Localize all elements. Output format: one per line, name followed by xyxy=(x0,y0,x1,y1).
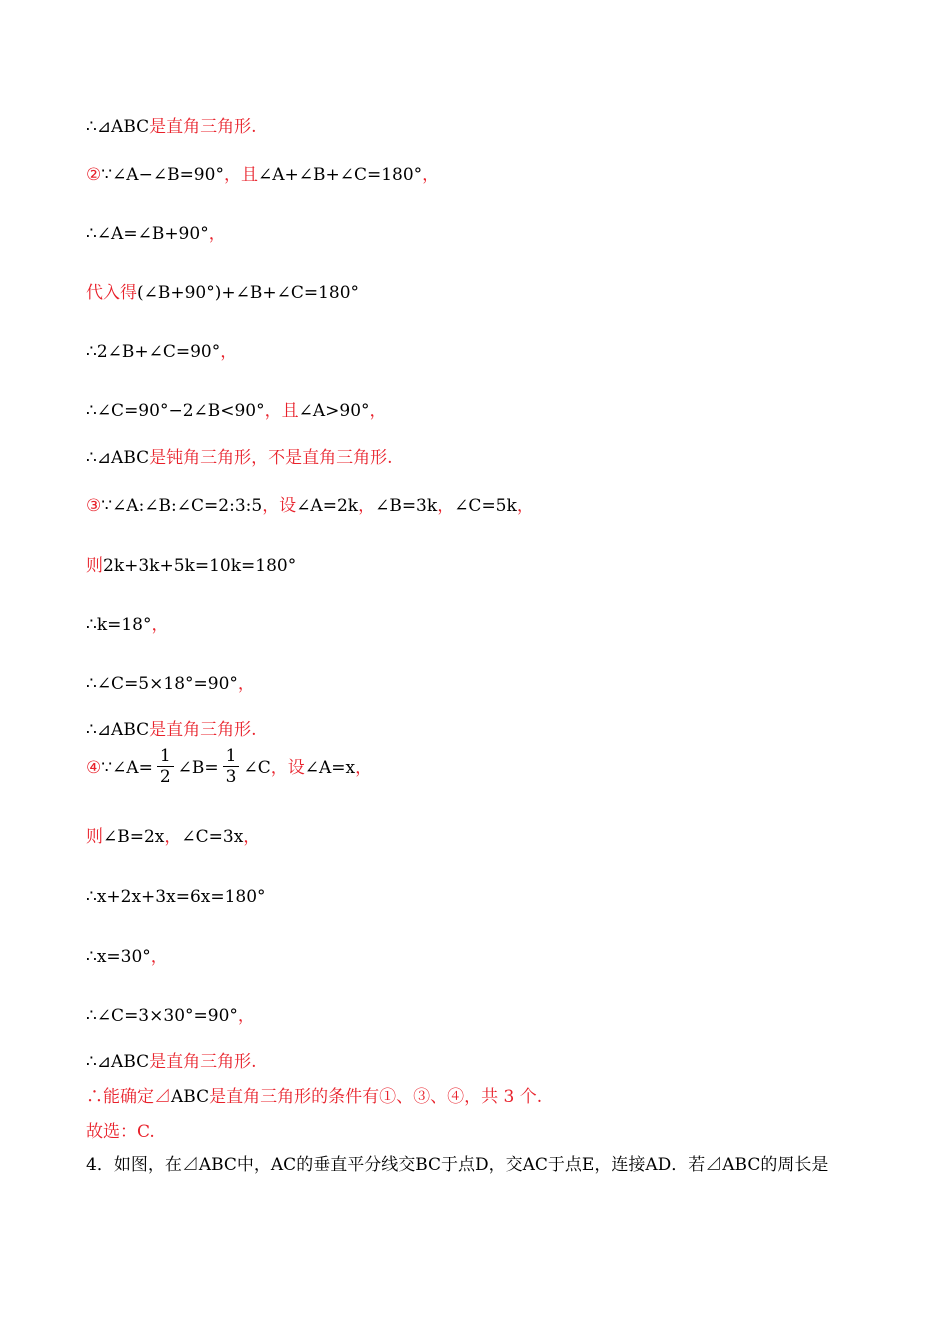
text-segment: ， xyxy=(516,496,534,516)
solution-line xyxy=(86,1086,542,1108)
text-segment: ∴⊿ABC xyxy=(86,1052,150,1072)
text-segment: ∴∠C=5×18°=90° xyxy=(86,674,238,694)
text-segment: ∠A>90° xyxy=(298,401,370,421)
solution-line xyxy=(86,555,296,577)
text-segment: 代入得 xyxy=(86,283,137,303)
fraction-expr-part3: ∠C xyxy=(243,758,271,778)
text-segment: (∠B+90°)+∠B+∠C=180° xyxy=(137,283,360,303)
text-segment: ， xyxy=(237,674,255,694)
text-segment: ， xyxy=(422,165,440,185)
text-segment: ， xyxy=(150,947,168,967)
solution-line xyxy=(86,223,226,245)
text-segment: 是直角三角形的条件有①、③、④，共 3 个. xyxy=(209,1087,543,1107)
solution-line xyxy=(86,1154,828,1176)
solution-line xyxy=(86,1051,257,1073)
solution-line xyxy=(86,341,237,363)
text-segment: ∵∠A−∠B=90° xyxy=(101,165,224,185)
fraction-expr-part2: ∠B= xyxy=(177,758,219,778)
solution-line xyxy=(86,826,260,848)
fraction-numerator: 1 xyxy=(223,746,240,767)
text-segment: ， xyxy=(369,401,387,421)
text-segment: 是直角三角形. xyxy=(149,720,257,740)
solution-line xyxy=(86,1005,255,1027)
text-segment: ∴∠C=90°−2∠B<90° xyxy=(86,401,265,421)
text-segment: ，且 xyxy=(264,401,299,421)
circled-four: ④ xyxy=(86,758,102,778)
text-segment: ③ xyxy=(86,496,102,516)
text-segment: ， xyxy=(437,496,455,516)
text-segment: ， xyxy=(151,615,169,635)
solution-line xyxy=(86,614,169,636)
solution-line xyxy=(86,400,387,422)
text-segment: ABC xyxy=(171,1087,210,1107)
text-segment: ， xyxy=(220,342,238,362)
text-segment: ② xyxy=(86,165,102,185)
solution-line xyxy=(86,164,439,186)
solution-line xyxy=(86,946,168,968)
text-segment: ∠A=2k xyxy=(296,496,359,516)
text-segment: ， xyxy=(243,827,261,847)
fraction-line xyxy=(86,748,372,789)
text-segment: 故选：C. xyxy=(86,1122,155,1142)
text-segment: ， xyxy=(164,827,182,847)
solution-line xyxy=(86,886,266,908)
fraction-denominator: 3 xyxy=(225,767,237,787)
solution-line xyxy=(86,673,255,695)
text-segment: ∴能确定⊿ xyxy=(86,1087,171,1107)
fraction-expr-part4: ∠A=x xyxy=(304,758,356,778)
text-segment: ，且 xyxy=(223,165,258,185)
text-segment: 4．如图，在⊿ABC中，AC的垂直平分线交BC于点D，交AC于点E，连接AD．若⊿ABC的周长是 xyxy=(86,1155,829,1175)
fraction-one-third xyxy=(223,746,240,787)
text-segment: ∠B=3k xyxy=(375,496,438,516)
text-segment: ， xyxy=(237,1006,255,1026)
solution-line xyxy=(86,495,534,517)
text-segment: ∴⊿ABC xyxy=(86,117,150,137)
text-segment: ∠A+∠B+∠C=180° xyxy=(257,165,423,185)
text-segment: 2k+3k+5k=10k=180° xyxy=(103,556,297,576)
text-segment: ， xyxy=(358,496,376,516)
fraction-sep: ，设 xyxy=(270,758,305,778)
text-segment: ∠B=2x xyxy=(103,827,165,847)
solution-line xyxy=(86,282,359,304)
text-segment: ∴∠C=3×30°=90° xyxy=(86,1006,238,1026)
text-segment: ∠C=3x xyxy=(181,827,244,847)
text-segment: 是钝角三角形，不是直角三角形. xyxy=(149,448,393,468)
text-segment: ∴x=30° xyxy=(86,947,151,967)
fraction-one-half xyxy=(157,746,174,787)
text-segment: 则 xyxy=(86,827,103,847)
solution-line xyxy=(86,719,257,741)
text-segment: ∴x+2x+3x=6x=180° xyxy=(86,887,266,907)
text-segment: ∴∠A=∠B+90° xyxy=(86,224,209,244)
text-segment: 是直角三角形. xyxy=(149,117,257,137)
text-segment: ∠C=5k xyxy=(454,496,517,516)
solution-line xyxy=(86,447,393,469)
fraction-denominator: 2 xyxy=(159,767,171,787)
text-segment: ∴⊿ABC xyxy=(86,448,150,468)
fraction-end: ， xyxy=(355,758,373,778)
text-segment: 是直角三角形. xyxy=(149,1052,257,1072)
text-segment: ∴⊿ABC xyxy=(86,720,150,740)
text-segment: ∴2∠B+∠C=90° xyxy=(86,342,221,362)
text-segment: 则 xyxy=(86,556,103,576)
text-segment: ，设 xyxy=(262,496,297,516)
fraction-numerator: 1 xyxy=(157,746,174,767)
fraction-expr-part1: ∵∠A= xyxy=(101,758,153,778)
solution-line xyxy=(86,116,257,138)
text-segment: ∴k=18° xyxy=(86,615,152,635)
text-segment: ， xyxy=(208,224,226,244)
solution-line xyxy=(86,1121,155,1143)
text-segment: ∵∠A:∠B:∠C=2:3:5 xyxy=(101,496,263,516)
